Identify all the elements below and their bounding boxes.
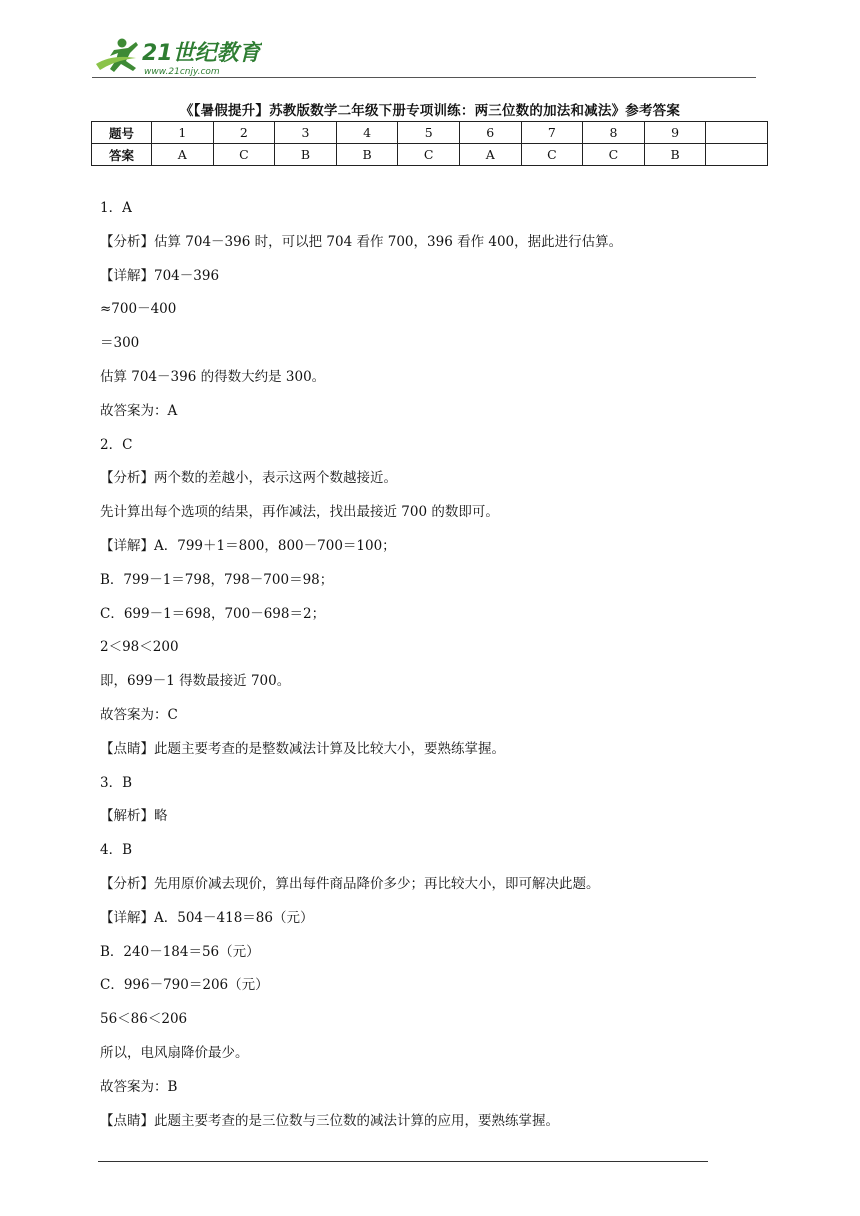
text-line: 1．A xyxy=(100,200,132,216)
text-line: 所以，电风扇降价最少。 xyxy=(100,1044,249,1061)
document-title: 《【暑假提升】苏教版数学二年级下册专项训练：两三位数的加法和减法》参考答案 xyxy=(179,103,681,119)
row-label-answer: 答案 xyxy=(92,144,152,166)
text-line: 估算 704－396 的得数大约是 300。 xyxy=(100,368,326,385)
table-cell xyxy=(706,122,768,144)
table-cell: C xyxy=(521,144,583,166)
solution-body xyxy=(100,198,760,1144)
table-cell: A xyxy=(152,144,214,166)
table-cell xyxy=(706,144,768,166)
table-cell: 9 xyxy=(644,122,706,144)
text-line: C．996－790＝206（元） xyxy=(100,977,269,994)
text-line: 【点睛】此题主要考查的是三位数与三位数的减法计算的应用，要熟练掌握。 xyxy=(100,1112,559,1129)
table-cell: 2 xyxy=(213,122,275,144)
text-line: 【分析】先用原价减去现价，算出每件商品降价多少；再比较大小，即可解决此题。 xyxy=(100,875,600,892)
svg-text:www.21cnjy.com: www.21cnjy.com xyxy=(144,67,220,77)
table-cell: 1 xyxy=(152,122,214,144)
text-line: 先计算出每个选项的结果，再作减法，找出最接近 700 的数即可。 xyxy=(100,504,499,521)
table-cell: B xyxy=(275,144,337,166)
logo-21cnjy xyxy=(92,34,262,78)
text-line: 【解析】略 xyxy=(100,808,168,825)
table-cell: 3 xyxy=(275,122,337,144)
table-cell: B xyxy=(644,144,706,166)
table-cell: C xyxy=(583,144,645,166)
page-header xyxy=(92,30,756,78)
table-row-numbers xyxy=(92,122,768,144)
table-cell: 5 xyxy=(398,122,460,144)
footer-rule xyxy=(98,1161,708,1162)
text-line: 故答案为：C xyxy=(100,706,178,723)
text-line: ≈700－400 xyxy=(100,301,177,318)
table-cell: B xyxy=(336,144,398,166)
text-line: 故答案为：B xyxy=(100,1078,178,1095)
header-rule xyxy=(92,77,756,78)
svg-text:21世纪教育: 21世纪教育 xyxy=(142,41,261,66)
table-cell: 8 xyxy=(583,122,645,144)
table-cell: 6 xyxy=(459,122,521,144)
text-line: ＝300 xyxy=(100,335,140,352)
text-line: 【分析】两个数的差越小，表示这两个数越接近。 xyxy=(100,470,397,487)
table-row-answers xyxy=(92,144,768,166)
text-line: 即，699－1 得数最接近 700。 xyxy=(100,673,291,690)
text-line: 【分析】估算 704－396 时，可以把 704 看作 700，396 看作 400，据此进行估算。 xyxy=(100,233,623,250)
text-line: 【点睛】此题主要考查的是整数减法计算及比较大小，要熟练掌握。 xyxy=(100,740,505,757)
table-cell: 4 xyxy=(336,122,398,144)
text-line: 3．B xyxy=(100,774,133,791)
text-line: 故答案为：A xyxy=(100,402,178,419)
text-line: 2＜98＜200 xyxy=(100,639,179,656)
table-cell: C xyxy=(213,144,275,166)
table-cell: 7 xyxy=(521,122,583,144)
table-cell: C xyxy=(398,144,460,166)
text-line: 4．B xyxy=(100,842,133,859)
text-line: 【详解】A．504－418＝86（元） xyxy=(100,909,314,926)
text-line: B．240－184＝56（元） xyxy=(100,943,260,960)
text-line: 【详解】A．799＋1＝800，800－700＝100； xyxy=(100,537,396,554)
table-cell: A xyxy=(459,144,521,166)
text-line: 2．C xyxy=(100,436,133,453)
text-line: C．699－1＝698，700－698＝2； xyxy=(100,605,326,622)
text-line: 56＜86＜206 xyxy=(100,1011,188,1028)
text-line: B．799－1＝798，798－700＝98； xyxy=(100,571,334,588)
answer-table xyxy=(91,121,768,166)
text-line: 【详解】704－396 xyxy=(100,267,220,284)
row-label-question-number: 题号 xyxy=(92,122,152,144)
